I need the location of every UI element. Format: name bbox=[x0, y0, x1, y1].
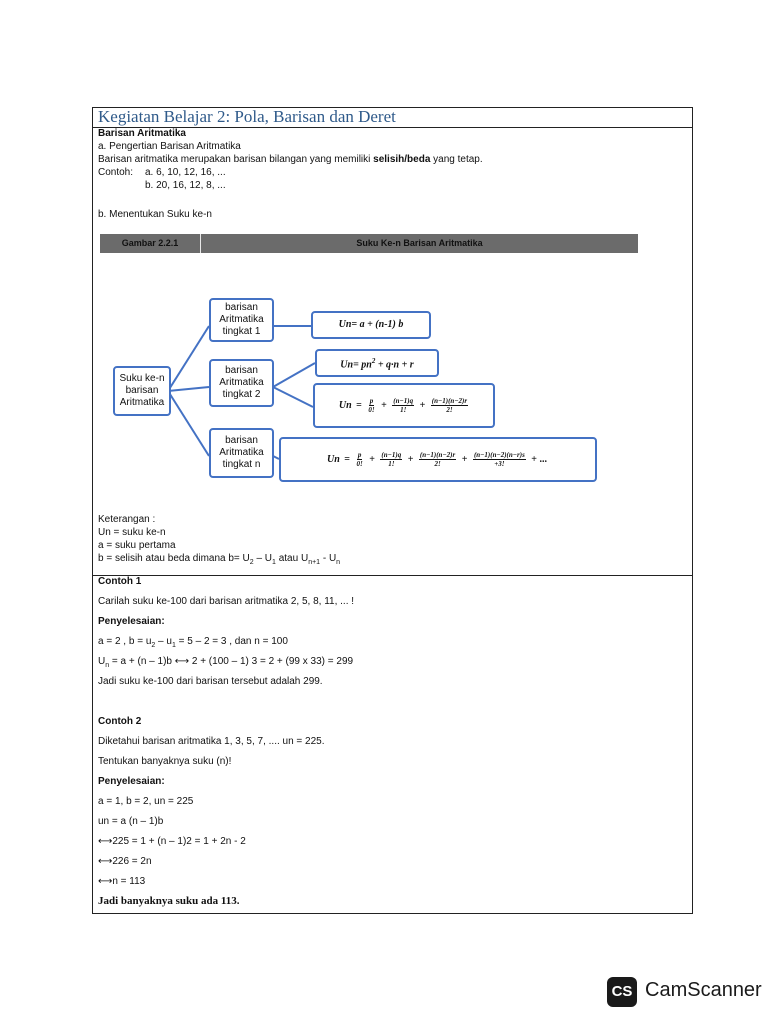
contoh1-conclusion: Jadi suku ke-100 dari barisan tersebut adalah 299. bbox=[98, 676, 323, 687]
formula4-t1-num: p bbox=[357, 451, 362, 459]
note-b-sub1: 1 bbox=[272, 559, 276, 566]
suku-ke-n-diagram bbox=[93, 296, 613, 514]
figure-number: Gambar 2.2.1 bbox=[100, 234, 201, 253]
formula3-term2 bbox=[392, 397, 414, 414]
formula4-eq: = bbox=[344, 453, 350, 465]
formula4-term3 bbox=[419, 451, 456, 468]
formula4-t4-den: +3! bbox=[494, 460, 505, 468]
formula4-t3-den: 2! bbox=[434, 460, 441, 468]
level1-line-2: Aritmatika bbox=[219, 314, 264, 325]
definition-suffix: yang tetap. bbox=[430, 154, 483, 165]
root-line-3: Aritmatika bbox=[119, 397, 165, 408]
root-line-2: barisan bbox=[125, 385, 159, 396]
connector-root-leveln bbox=[168, 391, 209, 456]
root-line-1: Suku ke-n bbox=[119, 373, 165, 384]
subheading-a: a. Pengertian Barisan Aritmatika bbox=[98, 141, 241, 152]
note-un: Un = suku ke-n bbox=[98, 527, 166, 538]
formula4-t2-num: (n−1)q bbox=[381, 451, 402, 459]
worksheet-frame bbox=[92, 107, 693, 914]
note-b-subn: n bbox=[336, 559, 341, 566]
contoh1-line2 bbox=[98, 656, 353, 672]
formula3-term1 bbox=[367, 397, 375, 414]
camscanner-logo-icon: CS bbox=[607, 977, 637, 1007]
contoh1-heading: Contoh 1 bbox=[98, 576, 142, 587]
level2-line-2: Aritmatika bbox=[219, 377, 264, 388]
formula4-t4-num: (n−1)(n−2)(n−r)s bbox=[473, 451, 525, 459]
formula4-lhs: Un bbox=[326, 453, 340, 465]
formula4-tail: + ... bbox=[531, 453, 547, 465]
c1-line2-b: = a + (n – 1)b ⟷ 2 + (100 – 1) 3 = 2 + (99 x 33) = 299 bbox=[109, 656, 354, 667]
figure-header bbox=[100, 234, 638, 253]
note-b-subn1: n+1 bbox=[308, 559, 321, 566]
camscanner-wordmark: CamScanner bbox=[645, 979, 762, 1001]
contoh1-question: Carilah suku ke-100 dari barisan aritmatika 2, 5, 8, 11, ... ! bbox=[98, 596, 355, 607]
note-a: a = suku pertama bbox=[98, 540, 176, 551]
formula2-text: Un= pn bbox=[340, 359, 372, 371]
level2-line-3: tingkat 2 bbox=[222, 389, 261, 400]
level1-line-3: tingkat 1 bbox=[222, 326, 261, 337]
c1-line1-b: – u bbox=[155, 636, 172, 647]
contoh2-line5: ⟷n = 113 bbox=[98, 876, 146, 887]
formula4-term4 bbox=[473, 451, 526, 468]
formula2-sup: 2 bbox=[371, 356, 376, 365]
contoh2-conclusion: Jadi banyaknya suku ada 113. bbox=[98, 895, 240, 907]
formula3-t2-num: (n−1)q bbox=[393, 397, 414, 405]
formula2-rest: + q·n + r bbox=[375, 359, 414, 371]
example-label: Contoh: bbox=[98, 167, 134, 178]
formula3-term3 bbox=[431, 397, 468, 414]
title-row bbox=[93, 108, 692, 128]
formula4-term2 bbox=[380, 451, 402, 468]
notes-heading: Keterangan : bbox=[98, 514, 156, 525]
connector-root-level1 bbox=[168, 326, 209, 391]
example-b: b. 20, 16, 12, 8, ... bbox=[145, 180, 226, 191]
contoh2-solution-label: Penyelesaian: bbox=[98, 776, 165, 787]
note-b-mid: – U bbox=[253, 553, 273, 564]
formula3-lhs: Un bbox=[338, 399, 352, 411]
c1-line1-c: = 5 – 2 = 3 , dan n = 100 bbox=[175, 636, 288, 647]
note-b-mid2: atau U bbox=[275, 553, 309, 564]
formula4-t1-den: 0! bbox=[356, 460, 363, 468]
section-barisan-aritmatika bbox=[93, 128, 692, 576]
note-b bbox=[98, 553, 340, 569]
formula3-t3-den: 2! bbox=[446, 406, 453, 414]
c1-line2-subn: n bbox=[105, 662, 110, 669]
subheading-b: b. Menentukan Suku ke-n bbox=[98, 209, 212, 220]
formula4-t2-den: 1! bbox=[388, 460, 395, 468]
definition-prefix: Barisan aritmatika merupakan barisan bilangan yang memiliki bbox=[98, 154, 374, 165]
contoh1-line1 bbox=[98, 636, 288, 652]
c1-line1-sub1: 1 bbox=[171, 642, 176, 649]
contoh2-line3: ⟷225 = 1 + (n – 1)2 = 1 + 2n - 2 bbox=[98, 836, 246, 847]
note-b-mid3: - U bbox=[320, 553, 337, 564]
contoh2-line4: ⟷226 = 2n bbox=[98, 856, 152, 867]
definition-text bbox=[98, 154, 483, 166]
formula3-t1-den: 0! bbox=[368, 406, 375, 414]
definition-bold: selisih/beda bbox=[373, 154, 431, 165]
connector-root-level2 bbox=[168, 387, 209, 391]
contoh2-question: Diketahui barisan aritmatika 1, 3, 5, 7, .... un = 225. bbox=[98, 736, 325, 747]
c1-line1-a: a = 2 , b = u bbox=[98, 636, 152, 647]
note-b-sub2: 2 bbox=[249, 559, 254, 566]
section-heading: Barisan Aritmatika bbox=[98, 128, 186, 139]
figure-caption: Suku Ke-n Barisan Aritmatika bbox=[356, 238, 483, 248]
formula3: Un = $\frac{p}{0!}$ + $\frac{(n-1)q}{1!}$ + $\frac{(n-1)(n-2)r}{2!}$ bbox=[338, 397, 468, 414]
formula3-t3-num: (n−1)(n−2)r bbox=[431, 397, 468, 405]
contoh2-line2: un = a (n – 1)b bbox=[98, 816, 164, 827]
formula3-t2-den: 1! bbox=[400, 406, 407, 414]
leveln-line-1: barisan bbox=[225, 435, 258, 446]
formula4-t3-num: (n−1)(n−2)r bbox=[419, 451, 456, 459]
connector-level2-formula2 bbox=[273, 363, 315, 387]
contoh2-line1: a = 1, b = 2, un = 225 bbox=[98, 796, 194, 807]
formula4: Un = $\frac{p}{0!}$ + $\frac{(n-1)q}{1!}$ + $\frac{(n-1)(n-2)r}{2!}$ + $\frac{(n-1)(n-2)(n-r)s}{+3!}$ + ... bbox=[326, 451, 547, 468]
formula1-box bbox=[311, 311, 431, 339]
formula4-term1 bbox=[355, 451, 363, 468]
connector-level2-formula3 bbox=[273, 387, 313, 407]
note-b-prefix: b = selisih atau beda dimana b= U bbox=[98, 553, 250, 564]
contoh1-solution-label: Penyelesaian: bbox=[98, 616, 165, 627]
contoh2-task: Tentukan banyaknya suku (n)! bbox=[98, 756, 232, 767]
leveln-line-2: Aritmatika bbox=[219, 447, 264, 458]
level2-line-1: barisan bbox=[225, 365, 258, 376]
c1-line2-a: U bbox=[98, 656, 106, 667]
formula3-box bbox=[313, 383, 495, 428]
root-box bbox=[113, 366, 171, 416]
formula4-box bbox=[279, 437, 597, 482]
level2-box bbox=[209, 359, 274, 407]
level1-box bbox=[209, 298, 274, 342]
level1-line-1: barisan bbox=[225, 302, 258, 313]
formula2 bbox=[340, 355, 413, 371]
section-contoh bbox=[93, 576, 692, 914]
formula3-t1-num: p bbox=[369, 397, 374, 405]
leveln-line-3: tingkat n bbox=[222, 459, 261, 470]
example-a: a. 6, 10, 12, 16, ... bbox=[145, 167, 226, 178]
formula2-box bbox=[315, 349, 439, 377]
formula1: Un= a + (n-1) b bbox=[338, 319, 404, 330]
c1-line1-sub2: 2 bbox=[151, 642, 156, 649]
formula3-eq: = bbox=[356, 399, 362, 411]
contoh2-heading: Contoh 2 bbox=[98, 716, 142, 727]
leveln-box bbox=[209, 428, 274, 478]
page-title: Kegiatan Belajar 2: Pola, Barisan dan Deret bbox=[98, 107, 396, 126]
